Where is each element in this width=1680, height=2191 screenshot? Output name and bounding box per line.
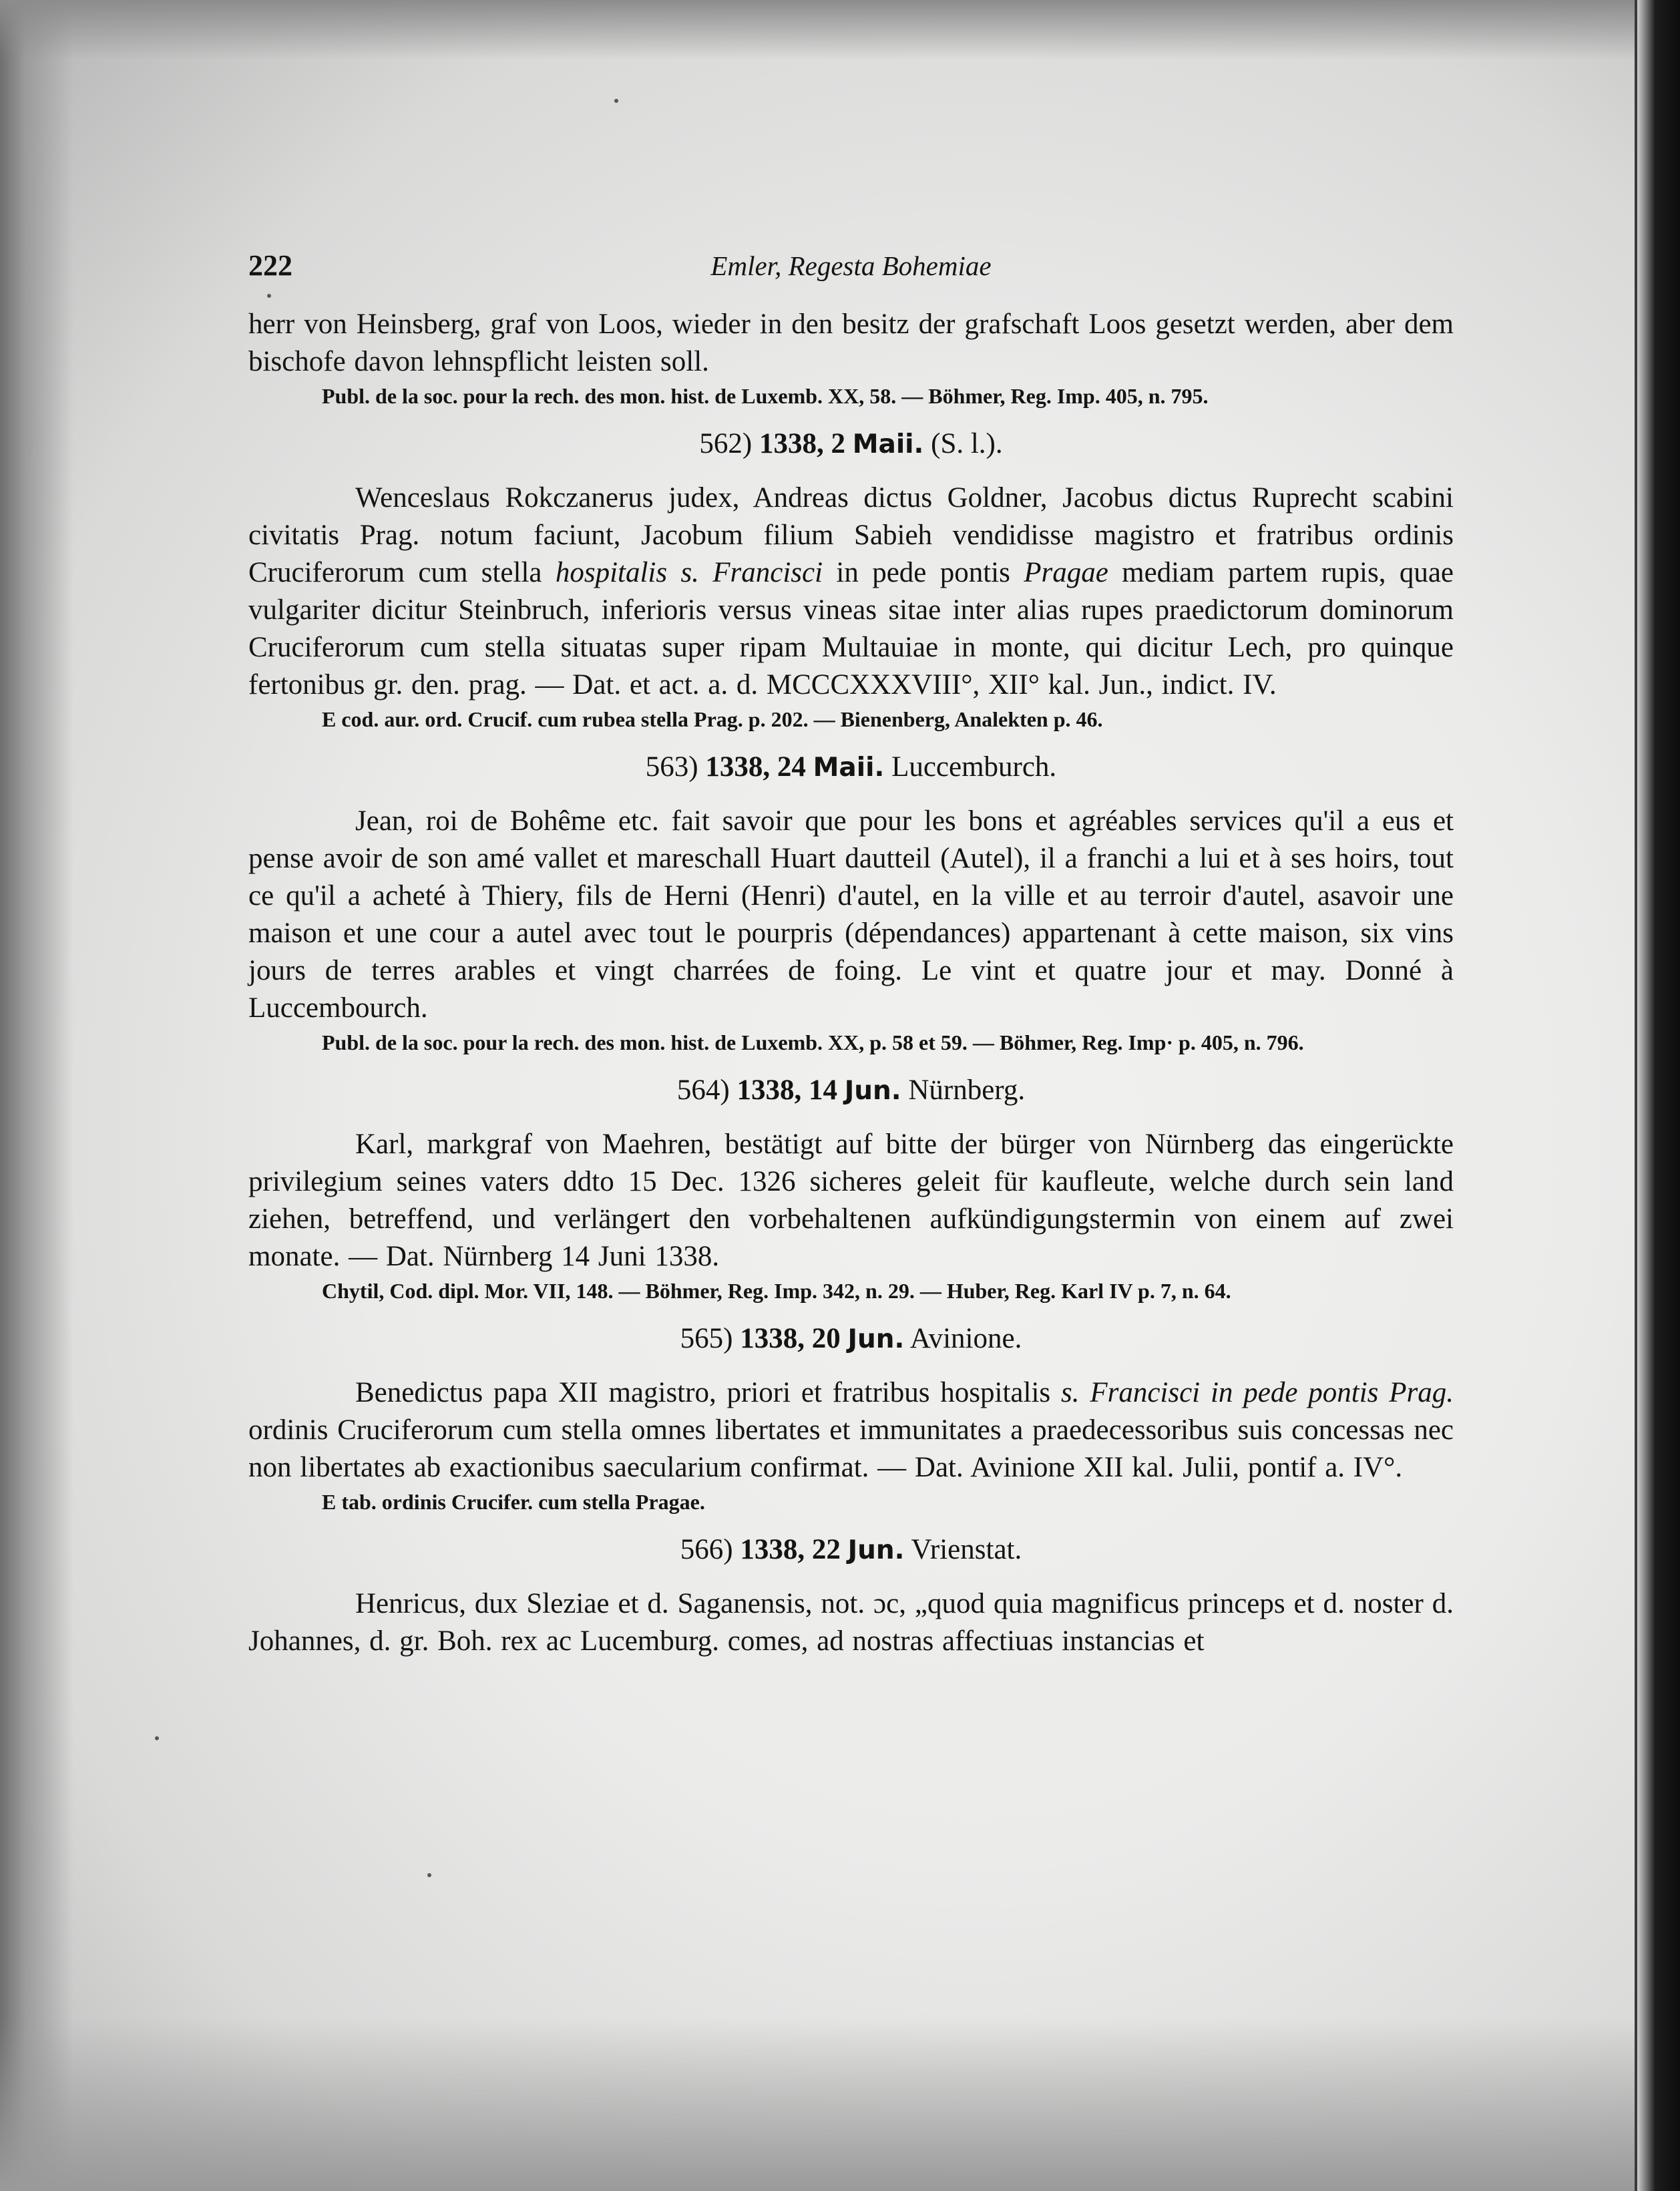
dust-speck [614, 99, 618, 103]
entry-number: 563) [645, 751, 698, 783]
entry-source: E cod. aur. ord. Crucif. cum rubea stella Prag. p. 202. — Bienenberg, Analekten p. 46. [322, 707, 1103, 731]
dust-speck [427, 1873, 431, 1877]
entry-heading [248, 425, 1454, 463]
regest-entry-566 [248, 1531, 1454, 1660]
text-segment: in pede pontis [823, 557, 1024, 588]
bottom-shadow [0, 2017, 1680, 2191]
entry-source: Publ. de la soc. pour la rech. des mon. hist. de Luxemb. XX, p. 58 et 59. — Böhmer, Reg. Imp· p. 405, n. 796. [322, 1030, 1304, 1054]
entry-number: 566) [680, 1534, 733, 1565]
entry-heading [248, 1320, 1454, 1358]
regest-entry-563 [248, 749, 1454, 1057]
entry-month: Maii. [813, 753, 885, 783]
scan-border [1637, 0, 1680, 2191]
running-title: Emler, Regesta Bohemiae [710, 250, 992, 281]
italic-segment: hospitalis s. Francisci [555, 557, 823, 588]
entry-month: Maii. [852, 429, 924, 459]
entry-place: Avinione. [909, 1323, 1022, 1354]
intro-source: Publ. de la soc. pour la rech. des mon. hist. de Luxemb. XX, 58. — Böhmer, Reg. Imp. 405, n. 795. [322, 384, 1209, 408]
entry-place: Nürnberg. [908, 1074, 1026, 1106]
italic-segment: s. Francisci in pede pontis Prag. [1061, 1377, 1454, 1408]
text-segment: mediam partem rupis, quae vulgariter dicitur Steinbruch, inferioris versus vineas sitae inter alias rupes praedictorum dominorum Cruciferorum cum stella situatas super ripam Multauiae in monte, qui dicitur Lech, pro quinque fertonibus gr. den. prag. — Dat. et act. a. d. MCCCXXXVIII°, XII° kal. Jun., indict. IV. [248, 557, 1454, 701]
entry-text: Henricus, dux Sleziae et d. Saganensis, not. ɔc, „quod quia magnificus princeps et d. noster d. Johannes, d. gr. Boh. rex ac Lucemburg. comes, ad nostras affectiuas instancias et [248, 1588, 1454, 1657]
entry-source: E tab. ordinis Crucifer. cum stella Pragae. [322, 1490, 705, 1514]
entry-place: (S. l.). [931, 428, 1003, 459]
text-segment: ordinis Cruciferorum cum stella omnes libertates et immunitates a praedecessoribus suis concessas nec non libertates ab exactionibus saecularium confirmat. — Dat. Avinione XII kal. Julii, pontif a. IV°. [248, 1414, 1454, 1483]
text-segment: Benedictus papa XII magistro, priori et fratribus hospitalis [355, 1377, 1061, 1408]
entry-date: 1338, 22 [740, 1534, 841, 1565]
regest-entry-565 [248, 1320, 1454, 1517]
entry-text: Karl, markgraf von Maehren, bestätigt auf bitte der bürger von Nürnberg das eingerückte privilegium seines vaters ddto 15 Dec. 1326 sicheres geleit für kaufleute, welche durch sein land ziehen, betreffend, und verlängert den vorbehaltenen aufkündigungstermin von einem auf zwei monate. — Dat. Nürnberg 14 Juni 1338. [248, 1129, 1454, 1272]
dust-speck [155, 1736, 159, 1740]
entry-date: 1338, 24 [705, 751, 806, 783]
entry-text [248, 1374, 1454, 1486]
entry-heading [248, 749, 1454, 787]
entry-heading [248, 1072, 1454, 1110]
page-header [248, 247, 1454, 294]
entry-number: 565) [680, 1323, 733, 1354]
entry-text [248, 479, 1454, 704]
entry-month: Jun. [847, 1535, 905, 1565]
intro-paragraph: herr von Heinsberg, graf von Loos, wieder in den besitz der grafschaft Loos gesetzt werden, aber dem bischofe davon lehnspflicht leisten soll. [248, 309, 1454, 377]
entry-date: 1338, 14 [737, 1074, 837, 1106]
entry-source: Chytil, Cod. dipl. Mor. VII, 148. — Böhmer, Reg. Imp. 342, n. 29. — Huber, Reg. Karl IV p. 7, n. 64. [322, 1279, 1231, 1303]
entry-month: Jun. [844, 1076, 901, 1106]
entry-place: Vrienstat. [911, 1534, 1022, 1565]
page-content [248, 247, 1454, 1660]
text-segment: Wenceslaus Rokczanerus judex, Andreas dictus Goldner, Jacobus dictus Ruprecht scabini civitatis Prag. notum faciunt, Jacobum filium Sabieh vendidisse magistro et fratribus ordinis Cruciferorum cum stella [248, 482, 1454, 588]
top-shadow [0, 0, 1680, 60]
page-number: 222 [248, 249, 292, 282]
entry-heading [248, 1531, 1454, 1569]
italic-segment: Pragae [1024, 557, 1108, 588]
entry-date: 1338, 20 [740, 1323, 841, 1354]
entry-date: 1338, 2 [759, 428, 845, 459]
binding-shadow [0, 0, 73, 2191]
entry-place: Luccemburch. [891, 751, 1057, 783]
entry-month: Jun. [847, 1324, 905, 1354]
entry-text: Jean, roi de Bohême etc. fait savoir que pour les bons et agréables services qu'il a eus et pense avoir de son amé vallet et mareschall Huart dautteil (Autel), il a franchi a lui et à ses hoirs, tout ce qu'il a acheté à Thiery, fils de Herni (Henri) d'autel, en la ville et au terroir d'autel, asavoir une maison et une cour a autel avec tout le pourpris (dépendances) appartenant à cette maison, six vins jours de terres arables et vingt charrées de foing. Le vint et quatre jour et may. Donné à Luccembourch. [248, 805, 1454, 1024]
regest-entry-564 [248, 1072, 1454, 1306]
entry-number: 564) [676, 1074, 730, 1106]
entry-number: 562) [699, 428, 753, 459]
regest-entry-562 [248, 425, 1454, 734]
